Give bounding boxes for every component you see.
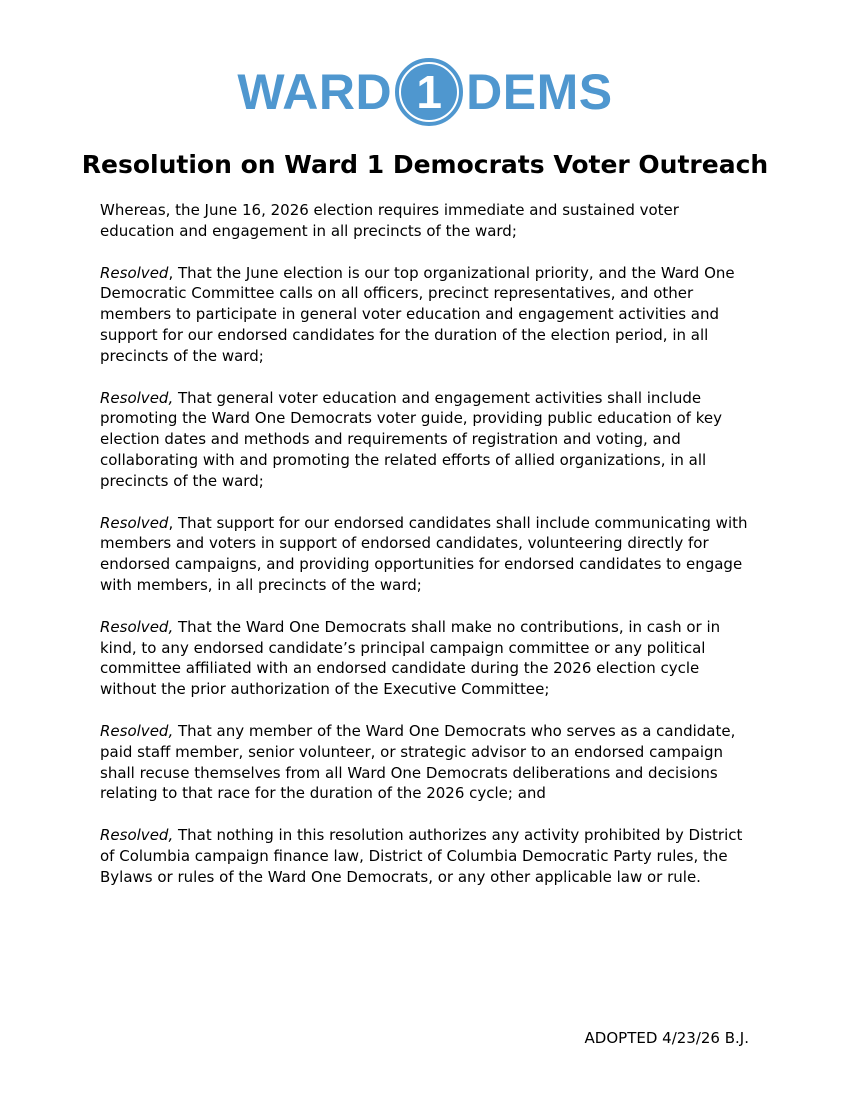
- resolved-clause-1: [100, 263, 755, 367]
- clause-lead: Resolved,: [100, 617, 174, 636]
- resolved-clause-6: [100, 825, 755, 887]
- clause-lead: Resolved,: [100, 826, 174, 845]
- logo-number: 1: [401, 64, 457, 120]
- ward-one-dems-logo: [0, 52, 850, 132]
- logo-right-word: DEMS: [466, 64, 613, 120]
- clause-text: That any member of the Ward One Democrats who serves as a candidate, paid staff member, senior volunteer, or strategic advisor to an endorsed campaign shall recuse themselves from all Ward One Democrats deliberations and decisions relating to that race for the duration of the 2026 cycle; and: [100, 721, 736, 803]
- clause-text: , That the June election is our top organizational priority, and the Ward One Democratic Committee calls on all officers, precinct representatives, and other members to participate in general voter education and engagement activities and support for our endorsed candidates for the duration of the election period, in all precincts of the ward;: [100, 263, 735, 365]
- clause-lead: Resolved,: [100, 388, 174, 407]
- resolved-clause-2: [100, 388, 755, 492]
- clause-lead: Resolved: [100, 263, 169, 282]
- adoption-note: ADOPTED 4/23/26 B.J.: [584, 1029, 749, 1047]
- clause-text: Whereas, the June 16, 2026 election requires immediate and sustained voter education and engagement in all precincts of the ward;: [100, 201, 679, 240]
- whereas-clause: [100, 200, 755, 242]
- clause-lead: Resolved: [100, 513, 169, 532]
- logo-number-circle-icon: [395, 58, 463, 126]
- resolved-clause-5: [100, 721, 755, 804]
- document-title: Resolution on Ward 1 Democrats Voter Outreach: [81, 150, 769, 179]
- logo-left-word: WARD: [237, 64, 393, 120]
- resolved-clause-4: [100, 617, 755, 700]
- resolved-clause-3: [100, 513, 755, 596]
- clause-lead: Resolved,: [100, 721, 174, 740]
- resolution-body: [100, 200, 755, 909]
- clause-text: That general voter education and engagement activities shall include promoting the Ward One Democrats voter guide, providing public education of key election dates and methods and requirements of registration and voting, and collaborating with and promoting the related efforts of allied organizations, in all precincts of the ward;: [100, 388, 722, 490]
- clause-text: That the Ward One Democrats shall make no contributions, in cash or in kind, to any endorsed candidate’s principal campaign committee or any political committee affiliated with an endorsed candidate during the 2026 election cycle without the prior authorization of the Executive Committee;: [100, 617, 721, 699]
- clause-text: That nothing in this resolution authorizes any activity prohibited by District of Columbia campaign finance law, District of Columbia Democratic Party rules, the Bylaws or rules of the Ward One Democrats, or any other applicable law or rule.: [100, 826, 743, 886]
- clause-text: , That support for our endorsed candidates shall include communicating with members and voters in support of endorsed candidates, volunteering directly for endorsed campaigns, and providing opportunities for endorsed candidates to engage with members, in all precincts of the ward;: [100, 513, 748, 594]
